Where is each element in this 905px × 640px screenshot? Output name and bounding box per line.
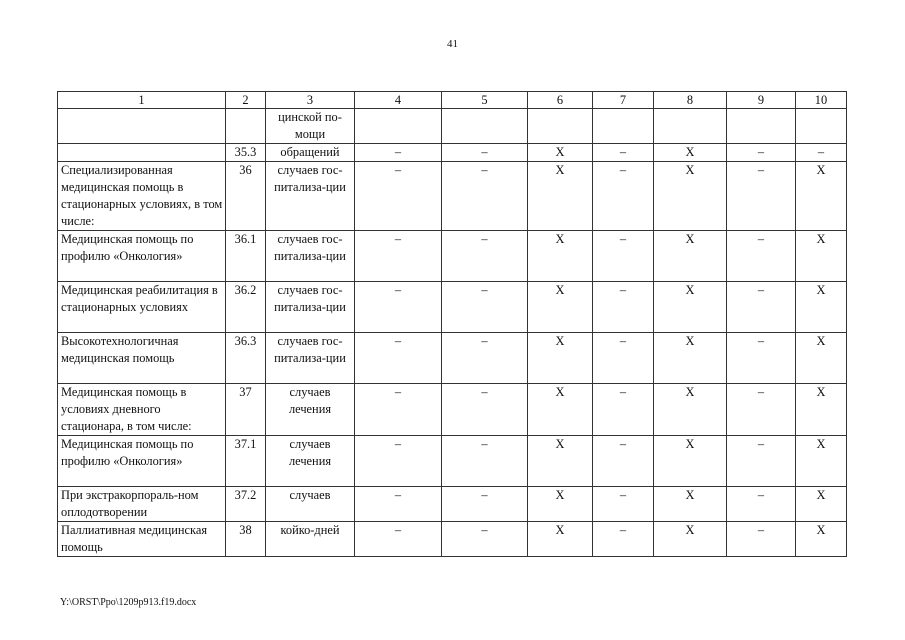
column-header: 3 [266,92,355,109]
row-value-cell: – [593,522,654,557]
row-unit-cell: цинской по-мощи [266,109,355,144]
row-value-cell: Х [654,487,727,522]
row-value-cell: – [442,162,528,231]
row-value-cell: Х [796,162,847,231]
row-value-cell: Х [796,384,847,436]
row-value-cell: Х [796,333,847,384]
row-value-cell [727,109,796,144]
row-value-cell: – [355,333,442,384]
row-code-cell: 37.1 [226,436,266,487]
row-value-cell: – [442,436,528,487]
table-row [58,231,847,282]
row-code-cell: 35.3 [226,144,266,162]
row-value-cell: Х [528,162,593,231]
row-value-cell: – [727,282,796,333]
column-header: 9 [727,92,796,109]
row-value-cell: Х [654,231,727,282]
row-unit-cell: койко-дней [266,522,355,557]
row-code-cell: 37.2 [226,487,266,522]
column-header: 10 [796,92,847,109]
row-value-cell: – [727,522,796,557]
row-name-cell: Медицинская помощь в условиях дневного стационара, в том числе: [58,384,226,436]
row-code-cell: 36.1 [226,231,266,282]
row-value-cell: Х [796,282,847,333]
row-unit-cell: случаев лечения [266,436,355,487]
row-unit-cell: случаев лечения [266,384,355,436]
row-value-cell: – [593,487,654,522]
table-row [58,487,847,522]
row-unit-cell: случаев гос-питализа-ции [266,333,355,384]
column-header: 5 [442,92,528,109]
row-name-cell: Медицинская реабилитация в стационарных условиях [58,282,226,333]
table-row [58,333,847,384]
row-value-cell [654,109,727,144]
row-unit-cell: случаев гос-питализа-ции [266,162,355,231]
row-value-cell: Х [654,144,727,162]
row-value-cell [796,109,847,144]
row-value-cell: Х [528,333,593,384]
row-value-cell [593,109,654,144]
row-value-cell: – [442,144,528,162]
row-value-cell: Х [528,144,593,162]
row-value-cell: – [442,522,528,557]
row-code-cell: 36.3 [226,333,266,384]
row-value-cell: – [355,384,442,436]
row-value-cell: Х [654,333,727,384]
row-code-cell: 36 [226,162,266,231]
row-value-cell: Х [654,282,727,333]
row-value-cell: Х [796,436,847,487]
row-code-cell: 37 [226,384,266,436]
data-table [57,91,847,557]
table-row [58,109,847,144]
row-value-cell: Х [654,436,727,487]
row-unit-cell: случаев [266,487,355,522]
row-name-cell: Медицинская помощь по профилю «Онкология» [58,436,226,487]
row-name-cell [58,109,226,144]
row-value-cell: – [442,333,528,384]
row-value-cell: Х [796,487,847,522]
row-code-cell: 38 [226,522,266,557]
row-value-cell: – [593,384,654,436]
row-value-cell: – [727,487,796,522]
row-value-cell: – [355,144,442,162]
row-name-cell [58,144,226,162]
row-name-cell: При экстракорпораль-ном оплодотворении [58,487,226,522]
row-value-cell: Х [528,231,593,282]
row-value-cell: – [796,144,847,162]
row-value-cell: – [593,282,654,333]
row-name-cell: Паллиативная медицинская помощь [58,522,226,557]
table-row [58,282,847,333]
table-row [58,384,847,436]
row-value-cell: – [442,384,528,436]
row-value-cell: Х [528,522,593,557]
column-header: 7 [593,92,654,109]
table-row [58,436,847,487]
row-value-cell: – [355,231,442,282]
table-row [58,144,847,162]
row-value-cell: – [355,282,442,333]
row-value-cell: – [442,231,528,282]
row-value-cell: – [593,436,654,487]
column-header: 1 [58,92,226,109]
row-value-cell: – [355,487,442,522]
row-value-cell: – [442,487,528,522]
row-value-cell: Х [528,436,593,487]
row-value-cell: – [727,144,796,162]
row-value-cell: – [727,231,796,282]
row-value-cell [442,109,528,144]
row-value-cell: Х [654,162,727,231]
row-value-cell: Х [528,487,593,522]
row-value-cell [528,109,593,144]
row-unit-cell: обращений [266,144,355,162]
row-value-cell: – [727,162,796,231]
row-value-cell: – [593,333,654,384]
row-value-cell: Х [796,522,847,557]
row-unit-cell: случаев гос-питализа-ции [266,282,355,333]
footer-file-path: Y:\ORST\Ppo\1209p913.f19.docx [60,597,197,608]
row-name-cell: Специализированная медицинская помощь в стационарных условиях, в том числе: [58,162,226,231]
table-row [58,162,847,231]
row-value-cell: Х [654,384,727,436]
table-row [58,522,847,557]
row-code-cell: 36.2 [226,282,266,333]
row-value-cell: – [593,231,654,282]
row-unit-cell: случаев гос-питализа-ции [266,231,355,282]
row-value-cell: – [593,144,654,162]
column-header: 8 [654,92,727,109]
table-body [58,109,847,557]
row-value-cell: Х [796,231,847,282]
row-value-cell: – [727,384,796,436]
row-code-cell [226,109,266,144]
row-value-cell: Х [528,282,593,333]
row-name-cell: Высокотехнологичная медицинская помощь [58,333,226,384]
column-header: 4 [355,92,442,109]
row-value-cell: – [355,522,442,557]
row-value-cell: – [355,436,442,487]
column-header: 6 [528,92,593,109]
page-number: 41 [447,38,458,50]
row-value-cell: – [593,162,654,231]
row-value-cell: – [727,436,796,487]
column-header: 2 [226,92,266,109]
row-value-cell: – [727,333,796,384]
row-value-cell: Х [528,384,593,436]
table-header-row [58,92,847,109]
row-value-cell [355,109,442,144]
row-value-cell: – [442,282,528,333]
row-value-cell: – [355,162,442,231]
row-value-cell: Х [654,522,727,557]
row-name-cell: Медицинская помощь по профилю «Онкология» [58,231,226,282]
